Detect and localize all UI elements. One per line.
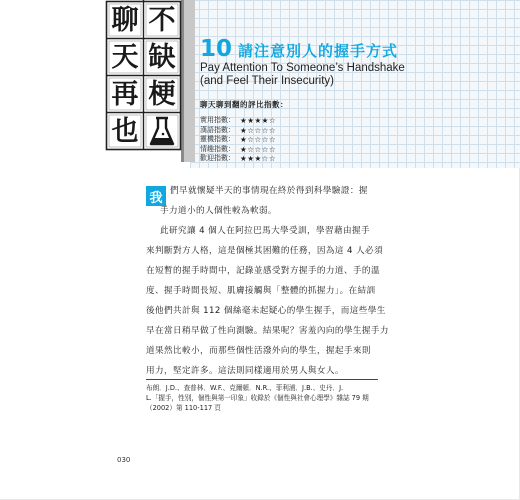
flask-icon — [151, 118, 173, 144]
rating-label: 情趣指數： — [200, 144, 235, 153]
star-rating: ★★★★☆ — [240, 116, 277, 125]
rating-label: 實用指數： — [200, 116, 235, 124]
grid-char: 不 — [148, 4, 176, 36]
text-line: 此研究讓 4 個人在阿拉巴馬大學受訓，學習藉由握手 — [160, 226, 370, 236]
rating-label: 靈機指數： — [200, 135, 235, 144]
grid-char: 天 — [111, 41, 139, 73]
grid-char: 也 — [111, 115, 139, 147]
drop-cap: 我 — [146, 186, 166, 206]
text-line: 度、握手時間長短、肌膚接觸與「整體的抓握力」。在結訓 — [146, 286, 376, 296]
subtitle-line: Pay Attention To Someone’s Handshake — [200, 62, 405, 74]
study-paragraph — [146, 221, 389, 381]
reference-divider — [146, 379, 378, 380]
english-subtitle — [200, 62, 420, 88]
star-rating: ★☆☆☆☆ — [240, 144, 277, 154]
text-line: 早在當日稍早做了性向測驗。結果呢？害羞內向的學生握手力 — [146, 326, 389, 336]
reference-line: L.「握手，性別，個性與第一印象」收錄於《個性與社會心理學》雜誌 79 期 — [146, 394, 369, 402]
rating-row — [200, 126, 288, 136]
text-line: 手力道小的人個性較為軟弱。 — [160, 206, 277, 216]
rating-row — [200, 145, 288, 155]
rating-panel — [200, 99, 288, 164]
star-rating: ★☆☆☆☆ — [240, 125, 277, 135]
tip-title-row — [200, 36, 398, 62]
star-rating: ★★★☆☆ — [240, 154, 277, 164]
text-line: 用力，堅定許多。這法則同樣適用於男人與女人。 — [146, 366, 344, 376]
rating-row — [200, 116, 288, 126]
reference-line: （2002）第 110-117 頁 — [146, 404, 221, 412]
grid-char: 再 — [111, 78, 139, 110]
text-line: 道果然比較小，而那些個性活潑外向的學生，握起手來則 — [146, 346, 371, 356]
rating-label: 歡迎指數： — [200, 154, 235, 163]
grid-char: 梗 — [148, 78, 176, 110]
rating-row — [200, 154, 288, 164]
text-line: 們早就懷疑半天的事情現在終於得到科學驗證：握 — [170, 186, 368, 196]
grid-char: 缺 — [148, 41, 176, 73]
subtitle-line: (and Feel Their Insecurity) — [200, 75, 335, 87]
tip-title: 請注意別人的握手方式 — [238, 42, 399, 60]
text-line: 後他們共計與 112 個絲毫未起疑心的學生握手，而這些學生 — [146, 306, 386, 316]
reference-line: 布朗．J.D.、查普林．W.F.、克爾頓．N.R.、菲利浦．J.B.、史丹．J. — [146, 384, 344, 392]
reference-note — [146, 383, 378, 413]
rating-heading: 聊天聊到翻的評比指數： — [200, 100, 288, 109]
rating-row — [200, 135, 288, 145]
star-rating: ★☆☆☆☆ — [240, 135, 277, 145]
page-number: 030 — [117, 456, 131, 464]
grid-char: 聊 — [111, 4, 139, 36]
text-line: 在短暫的握手時間中，記錄並感受對方握手的力道、手的溫 — [146, 266, 380, 276]
tip-number: 10 — [200, 36, 233, 62]
rating-label: 漢語指數： — [200, 125, 235, 134]
title-character-grid — [85, 0, 195, 162]
text-line: 來判斷對方人格，這是個極其困難的任務，因為這 4 人必須 — [146, 246, 383, 256]
opening-paragraph — [146, 181, 378, 221]
